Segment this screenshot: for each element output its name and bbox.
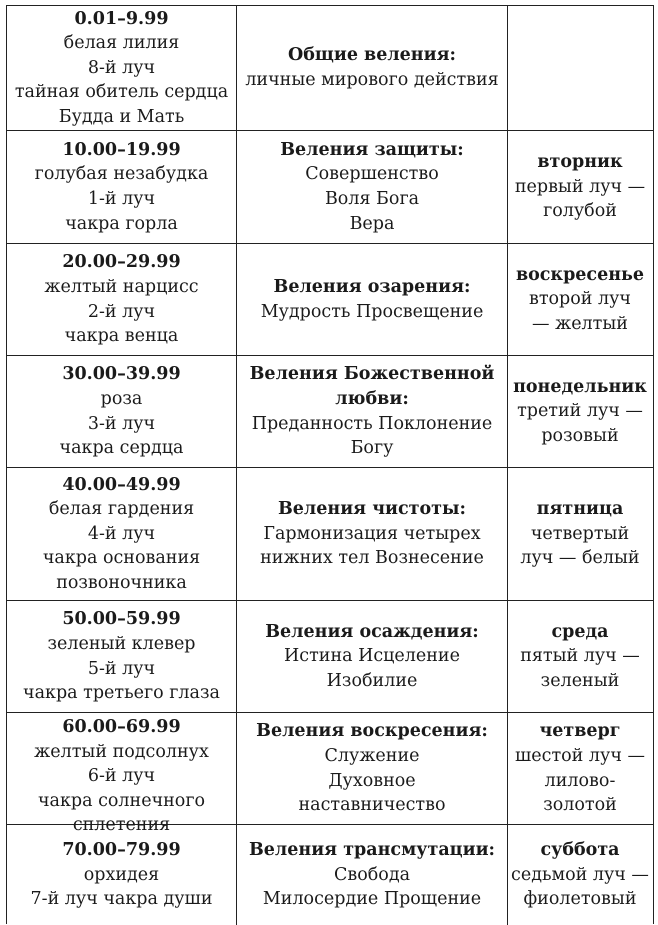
table-row bbox=[7, 131, 653, 244]
decree-body: Воля Бога bbox=[324, 189, 420, 209]
place-label: позвоночника bbox=[56, 572, 187, 593]
decree-cell bbox=[237, 244, 508, 355]
ray-label: 8-й луч bbox=[87, 57, 156, 78]
day-detail: золотой bbox=[543, 795, 617, 816]
place-label: Будда и Мать bbox=[58, 106, 185, 127]
table-row bbox=[7, 713, 653, 836]
range-label: 0.01–9.99 bbox=[74, 8, 169, 29]
ray-label: 6-й луч bbox=[87, 766, 156, 787]
decree-cell bbox=[237, 131, 508, 243]
decree-title: Веления трансмутации: bbox=[248, 840, 496, 861]
range-cell bbox=[7, 468, 237, 600]
range-label: 60.00–69.99 bbox=[62, 717, 181, 737]
decree-body: Богу bbox=[350, 438, 394, 459]
day-cell bbox=[508, 825, 652, 925]
decree-body: Духовное bbox=[328, 770, 416, 791]
place-label: чакра основания bbox=[42, 548, 201, 569]
decree-cell bbox=[237, 713, 508, 824]
table-row bbox=[7, 244, 653, 356]
flower-label: зеленый клевер bbox=[47, 633, 196, 654]
day-cell bbox=[508, 131, 652, 243]
day-label: воскресенье bbox=[515, 264, 645, 285]
flower-label: желтый подсолнух bbox=[34, 741, 209, 762]
decree-title: Веления защиты: bbox=[280, 139, 464, 160]
day-detail: пятый луч — bbox=[520, 646, 640, 667]
decree-cell bbox=[237, 356, 508, 467]
range-label: 20.00–29.99 bbox=[62, 252, 181, 273]
decree-cell bbox=[237, 468, 508, 600]
place-label: чакра сердца bbox=[59, 438, 184, 459]
decree-cell bbox=[237, 825, 508, 925]
place-label: чакра венца bbox=[64, 326, 179, 347]
day-label: понедельник bbox=[513, 376, 647, 397]
range-cell bbox=[7, 713, 237, 836]
decree-body: Милосердие Прощение bbox=[262, 889, 482, 910]
day-detail: шестой луч — bbox=[515, 745, 645, 766]
flower-label: белая гардения bbox=[48, 499, 195, 520]
table-row bbox=[7, 6, 653, 131]
decree-title: Общие веления: bbox=[287, 45, 456, 66]
table-row bbox=[7, 356, 653, 468]
range-label: 70.00–79.99 bbox=[62, 840, 181, 861]
ray-label: 3-й луч bbox=[87, 413, 156, 434]
decree-body: Свобода bbox=[333, 864, 411, 885]
flower-label: голубая незабудка bbox=[34, 164, 209, 185]
day-label: вторник bbox=[537, 152, 623, 173]
day-cell bbox=[508, 244, 652, 355]
decree-body: Гармонизация четырех bbox=[263, 523, 481, 544]
day-detail: лилово- bbox=[544, 770, 616, 791]
decree-body: личные мирового действия bbox=[245, 70, 499, 90]
place-label: сплетения bbox=[72, 815, 171, 836]
decree-body: Изобилие bbox=[326, 670, 418, 691]
day-detail: розовый bbox=[541, 425, 619, 446]
decree-body: Истина Исцеление bbox=[284, 646, 460, 667]
day-detail: зеленый bbox=[540, 670, 620, 691]
day-detail: фиолетовый bbox=[523, 889, 637, 910]
range-cell bbox=[7, 131, 237, 243]
day-detail: четвертый bbox=[530, 523, 630, 544]
day-cell bbox=[508, 468, 652, 600]
decree-cell bbox=[237, 6, 508, 130]
decree-body: Служение bbox=[324, 745, 420, 766]
decree-body: наставничество bbox=[298, 795, 446, 816]
range-label: 30.00–39.99 bbox=[62, 364, 181, 385]
day-label: пятница bbox=[536, 499, 624, 520]
table-row bbox=[7, 825, 653, 925]
decree-body: Совершенство bbox=[305, 164, 439, 185]
ray-label: 7-й луч чакра души bbox=[30, 889, 213, 910]
decree-title: Веления чистоты: bbox=[277, 499, 466, 520]
flower-label: роза bbox=[100, 388, 143, 409]
day-cell bbox=[508, 356, 652, 467]
range-cell bbox=[7, 356, 237, 467]
ray-label: 1-й луч bbox=[87, 189, 156, 209]
decree-title: любви: bbox=[335, 388, 409, 409]
day-detail: третий луч — bbox=[517, 401, 643, 422]
place-label: чакра солнечного bbox=[37, 790, 206, 811]
range-cell bbox=[7, 6, 237, 130]
range-cell bbox=[7, 825, 237, 925]
day-detail: — желтый bbox=[532, 313, 628, 334]
place-label: чакра горла bbox=[65, 213, 178, 234]
flower-label: белая лилия bbox=[63, 33, 180, 54]
day-detail: второй луч bbox=[528, 289, 632, 310]
range-label: 50.00–59.99 bbox=[62, 609, 181, 630]
decree-title: Веления воскресения: bbox=[256, 721, 488, 742]
decree-title: Веления озарения: bbox=[273, 276, 471, 297]
decree-body: нижних тел Вознесение bbox=[260, 548, 484, 569]
day-detail: седьмой луч — bbox=[511, 864, 649, 885]
flower-label: орхидея bbox=[83, 864, 160, 885]
day-cell bbox=[508, 601, 652, 712]
decree-body: Мудрость Просвещение bbox=[260, 301, 484, 322]
ray-label: 5-й луч bbox=[87, 658, 156, 679]
day-label: суббота bbox=[540, 840, 620, 861]
day-cell bbox=[508, 6, 652, 130]
decree-title: Веления осаждения: bbox=[265, 621, 479, 642]
decrees-table bbox=[6, 5, 654, 924]
decree-title: Веления Божественной bbox=[249, 364, 495, 385]
range-cell bbox=[7, 601, 237, 712]
range-label: 10.00–19.99 bbox=[62, 139, 181, 160]
day-label: четверг bbox=[539, 721, 621, 742]
decree-body: Вера bbox=[349, 213, 395, 234]
table-row bbox=[7, 468, 653, 601]
day-detail: первый луч — bbox=[514, 176, 646, 197]
decree-body: Преданность Поклонение bbox=[251, 413, 493, 434]
range-cell bbox=[7, 244, 237, 355]
day-label: среда bbox=[551, 621, 609, 642]
day-detail: луч — белый bbox=[520, 548, 640, 569]
flower-label: желтый нарцисс bbox=[44, 276, 199, 297]
range-label: 40.00–49.99 bbox=[62, 474, 181, 495]
ray-label: 4-й луч bbox=[87, 523, 156, 544]
day-cell bbox=[508, 713, 652, 824]
decree-cell bbox=[237, 601, 508, 712]
day-detail: голубой bbox=[543, 201, 617, 222]
place-label: чакра третьего глаза bbox=[23, 683, 220, 704]
table-row bbox=[7, 601, 653, 713]
place-label: тайная обитель сердца bbox=[14, 82, 229, 103]
ray-label: 2-й луч bbox=[87, 301, 156, 322]
